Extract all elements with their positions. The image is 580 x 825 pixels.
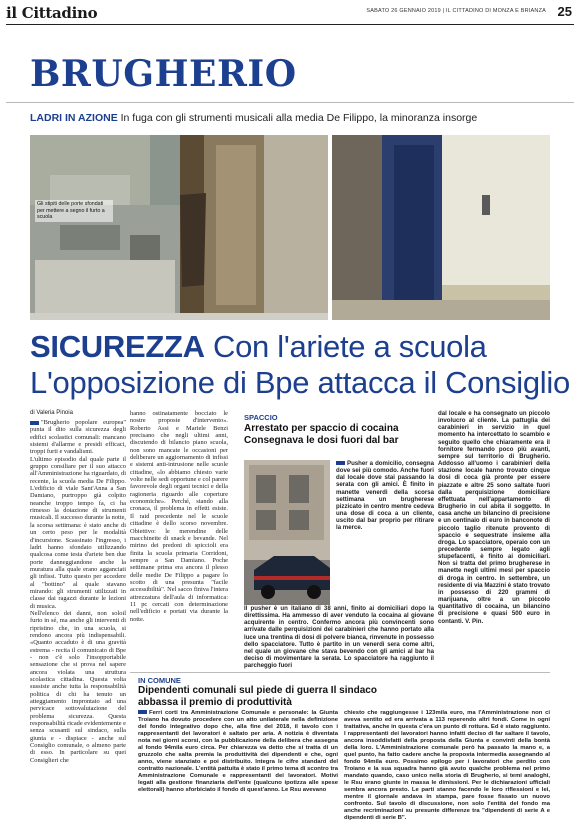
main-article-column-1 — [30, 419, 126, 764]
photo-broken-door-left — [30, 135, 328, 320]
section-divider — [6, 102, 574, 103]
lead-mark — [138, 710, 147, 714]
photo-carabinieri-car — [244, 460, 330, 605]
spaccio-kicker: SPACCIO — [244, 413, 278, 422]
masthead-date-info: SABATO 26 GENNAIO 2019 | IL CITTADINO DI MONZA E BRIANZA — [366, 8, 546, 14]
main-headline-line1 — [30, 330, 487, 364]
comune-headline: Dipendenti comunali sul piede di guerra Il sindaco abbassa il premio di produttività — [138, 685, 377, 708]
photo-caption: Gli stipiti delle porte sfondati per mettere a segno il furto a scuola — [35, 200, 113, 222]
spaccio-column-1-continued: Il pusher è un italiano di 38 anni, finito ai domiciliari dopo la direttissima. Ha ammesso di aver venduto la cocaina al giovane acquirente in centro. Confermo ancora più convincenti sono arrivate dalle perquisizioni dei carabinieri che hanno portato alla luce una trentina di dosi di polvere bianca, rinvenute in possesso dello spacciatore. Tutto è partito in un venerdì sera come altri, nel quale un giovane che stava bevendo con gli amici al bar ha deciso di movimentare la serata. Lo spacciatore ha raggiunto il parcheggio fuori — [244, 605, 434, 670]
photo-broken-door-right — [332, 135, 550, 320]
lead-mark — [30, 421, 39, 425]
headline-rest: Con l'ariete a scuola — [204, 329, 487, 364]
section-title: BRUGHERIO — [30, 53, 297, 95]
kicker-label: LADRI IN AZIONE — [30, 112, 118, 124]
comune-column-2: chiesto che raggiungesse i 123mila euro, ma l'Amministrazione non ci aveva sentito ed era arrivata a 113 reperendo altri fondi. Come in ogni trattativa, anche in questa c'era un punto di rottura. Ed è stato raggiunto. I rappresentanti dei lavoratori hanno infatti deciso di far saltare il tavolo, ancora insoddisfatti della proposta della Giunta e convinti della bontà della loro. L'Amministrazione comunale però ha passato la mano e, a quel punto, ha fatto cadere anche la proposta intermedia assegnando al fondo 94mila euro. Possimo epilogo per i lavoratori che perdito con Troiano e la sua squadra hanno già avuto qualche problema nel primo mandato quando, caso unico nella storia di Brugherio, si temi analoghi, le Rsu erano giunte in massa le dimissioni. Per le dichiarazioni ufficiali sembra ancora presto. Le parti stanno facendo le loro riflessioni e lei, mentre il giornale andava in stampa, pare fosse fissato un nuovo confronto. Sul tavolo di discussione, non solo l'entità del fondo ma anche recriminazioni su presunte differenze tra "dipendenti di serie A e dipendenti di serie B". — [344, 710, 550, 821]
article-kicker-line — [30, 112, 477, 124]
main-headline-line2: L'opposizione di Bpe attacca il Consiglio — [30, 365, 570, 400]
paragraph: "Brugherio popolare europea" punta il dito sulla sicurezza degli edifici scolastici comunali: mancano sistemi d'allarme e presidi efficaci, troppi furti e vandalismi. — [30, 419, 126, 456]
headline-bold: SICUREZZA — [30, 329, 205, 364]
byline: di Valeria Pinoia — [30, 410, 73, 416]
paragraph: Nell'elenco dei danni, non soloil furto in sé, ma anche gli interventi di ripristino che, in una scuola, si rendono ancora più indispensabili. «Quanto accaduto è di una gravità estrema - recita il comunicato di Bpe - non c'è solo l'insopportabile sensazione che si prova nel sapere ancora violata una struttura scolastica cittadina. Questa volta sussiste anche tutta la responsabilità politica di chi ha tenuto un atteggiamento improntato ad una pervicace sottovalutazione del problema sicurezza. Questa responsabilità ricade evidentemente e senza scusanti sul sindaco, sulla giunta e - dispiace - anche sul Consiglio comunale, o almeno parte di esso. In particolare su quei Consiglieri che — [30, 609, 126, 764]
masthead-divider — [6, 24, 574, 25]
spaccio-column-2: dal locale e ha consegnato un piccolo involucro al cliente. La pattuglia dei carabinieri in servizio in quel momento ha intercettato lo scambio e seguito quello che chiaramente era il fornitore fermando poco più avanti, sempre sul territorio di Brugherio. Addosso all'uomo i carabinieri della stazione locale hanno trovato cinque dosi di coca già pronte per essere piazzate e altre 25 sono saltate fuori dalla perquisizione domiciliare effettuata nell'appartamento di Brugherio in cui abita il soggetto. In casa anche un bilancino di precisione e un centinaio di euro in banconote di piccolo taglio ritenute provento di spaccio e sequestrate insieme alla droga. Lo spacciatore, operaio con un precedente sempre legato agli stupefacenti, è finito ai domiciliari. Non si tratta del primo brugherese in manette negli ultimi mesi per spaccio di droga in centro. In settembre, un residente di via Mazzini è stato trovato in possesso di 220 grammi di marijuana, oltre a un piccolo quantitativo di cocaina, un bilancino di precisione e quasi 500 euro in contanti. V. Pin. — [438, 410, 550, 625]
comune-column-1: Ferri corti tra Amministrazione Comunale e personale: la Giunta Troiano ha dovuto procedere con un atto unilaterale nella definizione del fondo integrativo dopo che, alla fine del 2018, il tavolo con i rappresentanti dei lavoratori è saltato per aria. A notizia è diventata nota nei giorni scorsi, con la pubblicazione della delibera che assegna al fondo 94mila euro circa. Per chiarezza va detto che si tratta di un gruzzolo che salta premia la produttività dei dipendenti e che, ogni anno, viene stanziato e poi distribuito. Integra le cifre standard del contratto nazionale. L'entità pattuita è stato il primo tema di scontro tra Amministrazione Comunale e rappresentanti dei lavoratori. Motivi legati alla gestione finanziaria dell'ente (qualcuno ipotizza alle spese elettorali) hanno sforbiciato il fondo di quest'anno. Le Rsu avevano — [138, 710, 338, 793]
comune-kicker: IN COMUNE — [138, 676, 181, 685]
paragraph: L'ultimo episodio dal quale parte il gruppo consiliare per il suo attacco all'Amministrazione ha riguardato, di recente, la scuola media De Filippo. L'edificio di viale Sant'Anna a San Damiano, purtroppo già colpito neanche troppo tempo fa, ci ha rimesso la dotazione di strumenti musicali. Il successo durante la notte, la scorsa settimana: è stato anche di un certo peso per le modalità d'incursione. Scassinato l'ingresso, i ladri hanno sfondato utilizzando qualcosa come testa d'ariete ben due porte danneggiandone anche la muratura alla quale erano agganciati gli infissi. Tutto questo per accedere al "bottino" al quale stavano mirando: gli strumenti utilizzati in classe dai ragazzi durante le lezioni di musica. — [30, 455, 126, 610]
lead-mark — [336, 461, 345, 465]
comune-divider — [130, 672, 550, 673]
spaccio-headline: Arrestato per spaccio di cocaina Consegnava le dosi fuori dal bar — [244, 423, 399, 446]
spaccio-column-1: Pusher a domicilio, consegna dove sei più comodo. Anche fuori dal locale dove stai passando la serata con gli amici. È finito in manette venerdì della scorsa settimana un brugherese pizzicato in centro mentre cedeva una dose di coca a un cliente, uscito dal bar proprio per ritirare la merce. — [336, 460, 434, 532]
main-article-column-2 — [130, 410, 228, 623]
kicker-text: In fuga con gli strumenti musicali alla media De Filippo, la minoranza insorge — [117, 112, 478, 124]
paragraph: hanno ostinatamente bocciato le nostre proposte d'intervento». Roberto Assi e Mariele Benzi precisano che negli ultimi anni, discutendo di bilancio piano scuola, non sono mancate le occasioni per deliberare un aggiornamento di infissi e sistemi anti-intrusione nelle scuole cittadine, «lo abbiamo chiesto varie volte nelle sedi opportune e col parere favorevole degli organi tecnici e della ragioneria riguardo alle coperture economiche». Perché, stando alla cronaca, il problema in effetti esiste. Il raid precedente nel le scuole cittadine è dello scorso novembre. Obiettivo: le merendine delle macchinette di snack e bevande. Nel mirino dei predoni di spiccioli era finita la scuola primaria Corridoni, sempre a San Damiano. Poche settimane prima era ancora il plesso delle medie De Filippo a pagare lo scotto di una presunta "facile accessibilità". Nel sacco finiva l'intera attrezzatura dell'aula di informatica: 11 pc cercati con determinazione nell'edificio e portati via durante la notte. — [130, 410, 228, 623]
page-number: 25 — [557, 4, 572, 19]
newspaper-logo: il Cittadino — [6, 4, 98, 22]
